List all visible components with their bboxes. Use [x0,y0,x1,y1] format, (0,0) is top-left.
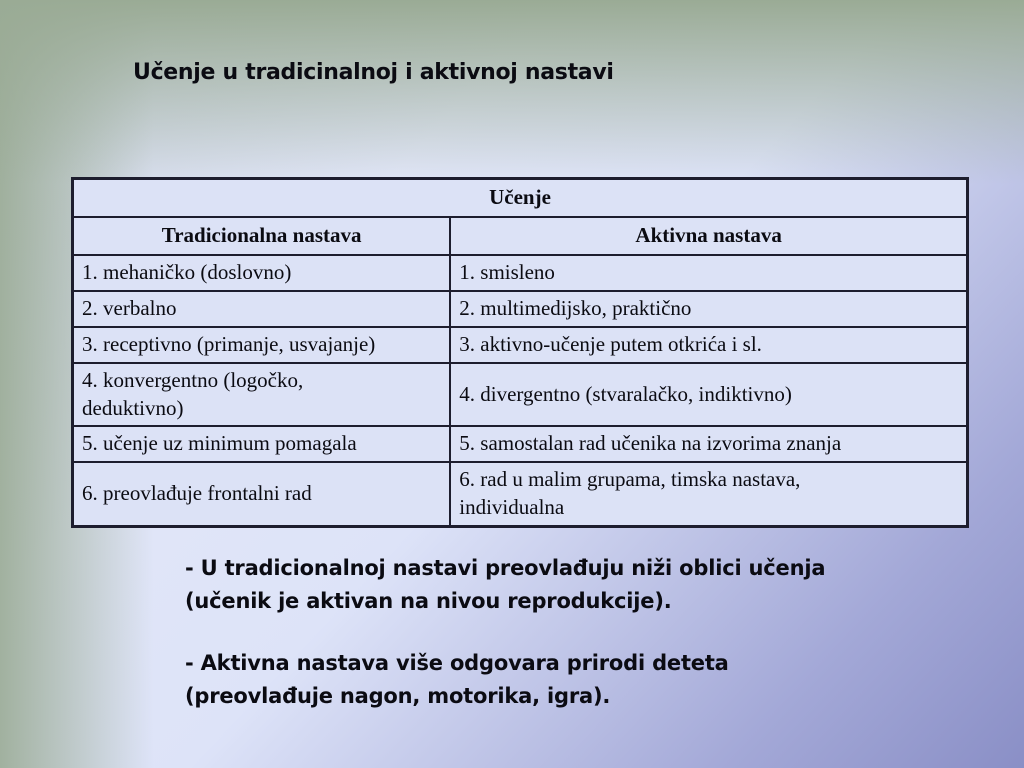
table-row [73,255,967,291]
column-header-row [73,217,967,255]
cell-traditional-4: 4. konvergentno (logočko, deduktivno) [73,363,450,427]
cell-active-5: 5. samostalan rad učenika na izvorima znanja [450,426,967,462]
learning-comparison-table [72,178,968,527]
table-row [73,327,967,363]
cell-traditional-6: 6. preovlađuje frontalni rad [73,462,450,526]
cell-active-2: 2. multimedijsko, praktično [450,291,967,327]
cell-traditional-2: 2. verbalno [73,291,450,327]
cell-active-1: 1. smisleno [450,255,967,291]
cell-active-4: 4. divergentno (stvaralačko, indiktivno) [450,363,967,427]
cell-traditional-5: 5. učenje uz minimum pomagala [73,426,450,462]
table-header-row [73,179,967,217]
table-row [73,363,967,427]
cell-active-3: 3. aktivno-učenje putem otkrića i sl. [450,327,967,363]
cell-traditional-3: 3. receptivno (primanje, usvajanje) [73,327,450,363]
column-header-active: Aktivna nastava [450,217,967,255]
notes-section [185,552,885,742]
column-header-traditional: Tradicionalna nastava [73,217,450,255]
table-row [73,462,967,526]
table-row [73,426,967,462]
table-row [73,291,967,327]
table-title-cell: Učenje [73,179,967,217]
slide-title: Učenje u tradicinalnoj i aktivnoj nastavi [133,60,614,85]
note-paragraph-traditional: - U tradicionalnoj nastavi preovlađuju niži oblici učenja (učenik je aktivan na nivou reprodukcije). [185,556,826,613]
note-paragraph-active: - Aktivna nastava više odgovara prirodi deteta (preovlađuje nagon, motorika, igra). [185,651,729,708]
cell-traditional-1: 1. mehaničko (doslovno) [73,255,450,291]
cell-active-6: 6. rad u malim grupama, timska nastava, individualna [450,462,967,526]
